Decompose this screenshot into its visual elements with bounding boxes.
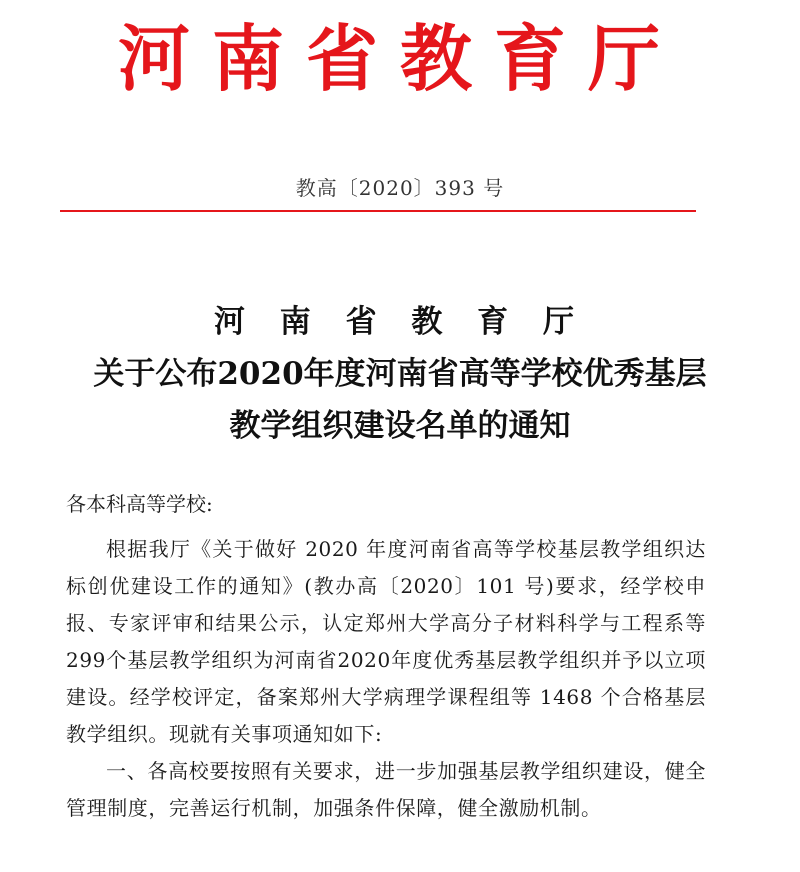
title-line-issuer: 河 南 省 教 育 厅	[214, 304, 586, 340]
document-number: 教高〔2020〕393 号	[295, 176, 505, 200]
title-line-subject: 关于公布2020年度河南省高等学校优秀基层	[93, 356, 707, 392]
issuer-masthead: 河南省教育厅	[117, 16, 682, 101]
document-body	[66, 486, 706, 827]
body-paragraph: 一、各高校要按照有关要求，进一步加强基层教学组织建设，健全管理制度，完善运行机制，加强条件保障，健全激励机制。	[66, 759, 706, 820]
title-line-subject-continued: 教学组织建设名单的通知	[229, 408, 571, 444]
document-title	[30, 296, 770, 452]
red-divider-line	[60, 210, 696, 212]
body-paragraph: 根据我厅《关于做好 2020 年度河南省高等学校基层教学组织达标创优建设工作的通知》(教办高〔2020〕101 号)要求，经学校申报、专家评审和结果公示，认定郑州大学高分子材料科学与工程系等299个基层教学组织为河南省2020年度优秀基层教学组织并予以立项建设。经学校评定，备案郑州大学病理学课程组等 1468 个合格基层教学组织。现就有关事项通知如下:	[66, 537, 706, 746]
salutation: 各本科高等学校:	[66, 492, 213, 516]
